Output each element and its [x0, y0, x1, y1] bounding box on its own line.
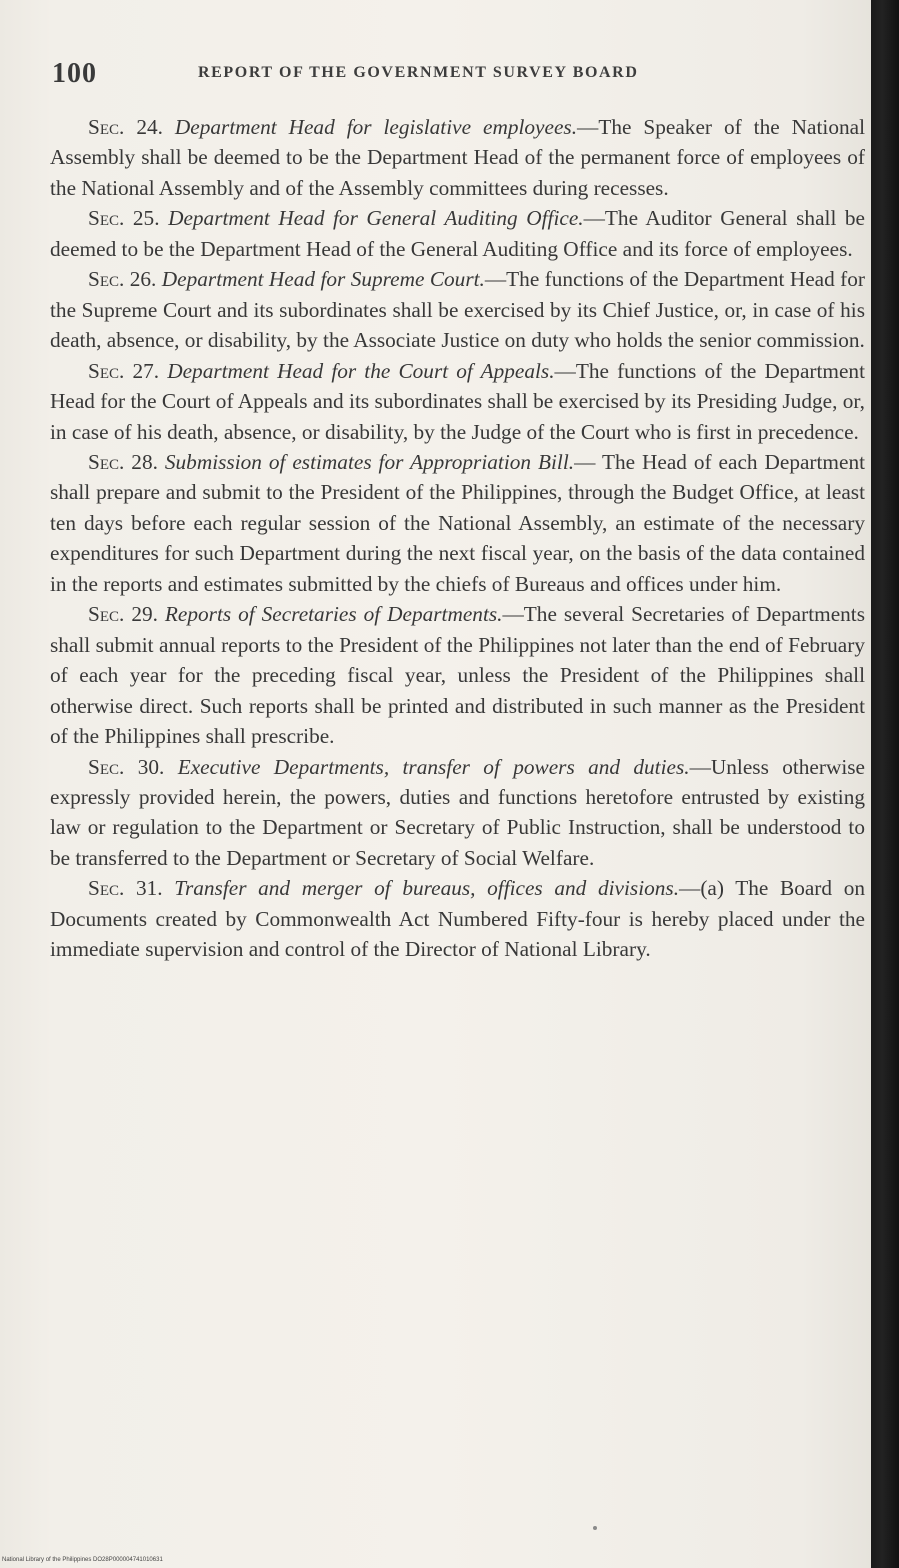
- section-body: The Speaker of the National Assembly shall be deemed to be the Department Head of the permanent force of employees of the National Assembly and of the Assembly committees during recesses.: [50, 115, 865, 200]
- body-text: [50, 112, 865, 965]
- section-heading: Submission of estimates for Appropriation Bill.: [164, 449, 575, 474]
- section-label: Sec.: [88, 754, 125, 779]
- section-heading: Executive Departments, transfer of powers and duties.: [177, 754, 690, 779]
- section-28: [50, 447, 865, 599]
- section-body: The functions of the Department Head for the Court of Appeals and its subordinates shall be exercised by its Presiding Judge, or, in case of his death, absence, or disability, by the Judge of the Court who is first in precedence.: [50, 358, 865, 444]
- section-separator: —: [679, 876, 701, 901]
- section-heading: Department Head for General Auditing Office.: [168, 206, 584, 231]
- section-separator: —: [689, 754, 711, 779]
- section-body: The Auditor General shall be deemed to be the Department Head of the General Auditing Office and its force of employees.: [50, 206, 866, 261]
- section-number: 31.: [136, 876, 163, 901]
- section-number: 26.: [129, 267, 157, 292]
- section-24: [50, 112, 865, 203]
- section-body: (a) The Board on Documents created by Commonwealth Act Numbered Fifty-four is hereby placed under the immediate supervision and control of the Director of National Library.: [50, 876, 865, 962]
- page-number: 100: [52, 58, 97, 89]
- section-label: Sec.: [88, 115, 125, 139]
- section-heading: Reports of Secretaries of Departments.: [164, 602, 503, 627]
- section-26: [50, 264, 865, 355]
- section-label: Sec.: [88, 449, 125, 474]
- section-number: 25.: [132, 206, 160, 231]
- section-label: Sec.: [88, 206, 125, 231]
- section-label: Sec.: [88, 876, 125, 901]
- section-separator: —: [554, 358, 576, 383]
- section-body: The Head of each Department shall prepare and submit to the President of the Philippines, through the Budget Office, at least ten days before each regular session of the National Assembly, an estimate of the necessary expenditures for such Department during the next fiscal year, on the basis of the data contained in the reports and estimates submitted by the chiefs of Bureaus and offices under him.: [50, 449, 866, 596]
- section-heading: Transfer and merger of bureaus, offices and divisions.: [174, 876, 680, 901]
- scan-edge-strip: [871, 0, 899, 1568]
- section-body: The several Secretaries of Departments shall submit annual reports to the President of the Philippines not later than the end of February of each year for the preceding fiscal year, unless the President of the Philippines shall otherwise direct. Such reports shall be printed and distributed in such manner as the President of the Philippines shall prescribe.: [50, 602, 865, 749]
- section-29: [50, 599, 865, 751]
- section-heading: Department Head for legislative employees.: [174, 115, 578, 139]
- section-number: 24.: [136, 115, 163, 139]
- section-number: 30.: [137, 754, 165, 779]
- section-31: [50, 873, 865, 964]
- page-header: [52, 58, 852, 98]
- section-separator: —: [502, 602, 524, 627]
- section-number: 29.: [131, 602, 158, 627]
- section-number: 27.: [132, 358, 160, 383]
- section-label: Sec.: [88, 267, 125, 292]
- section-27: [50, 356, 865, 447]
- section-25: [50, 203, 865, 264]
- section-30: [50, 752, 865, 874]
- scan-credit: National Library of the Philippines DO28P000004741010631: [2, 1557, 163, 1563]
- section-label: Sec.: [88, 602, 125, 627]
- section-separator: —: [583, 206, 605, 231]
- section-body: Unless otherwise expressly provided herein, the powers, duties and functions heretofore entrusted by existing law or regulation to the Department or Secretary of Public Instruction, shall be understood to be transferred to the Department or Secretary of Social Welfare.: [50, 754, 866, 870]
- section-separator: —: [484, 267, 507, 292]
- section-label: Sec.: [88, 358, 125, 383]
- running-head: REPORT OF THE GOVERNMENT SURVEY BOARD: [198, 64, 639, 81]
- section-separator: —: [574, 449, 602, 474]
- section-heading: Department Head for the Court of Appeals.: [167, 358, 555, 383]
- print-speck: [593, 1526, 597, 1530]
- section-body: The functions of the Department Head for the Supreme Court and its subordinates shall be exercised by its Chief Justice, or, in case of his death, absence, or disability, by the Associate Justice on duty who holds the senior commission.: [50, 267, 865, 353]
- section-separator: —: [577, 115, 599, 139]
- section-number: 28.: [131, 449, 158, 474]
- section-heading: Department Head for Supreme Court.: [161, 267, 485, 292]
